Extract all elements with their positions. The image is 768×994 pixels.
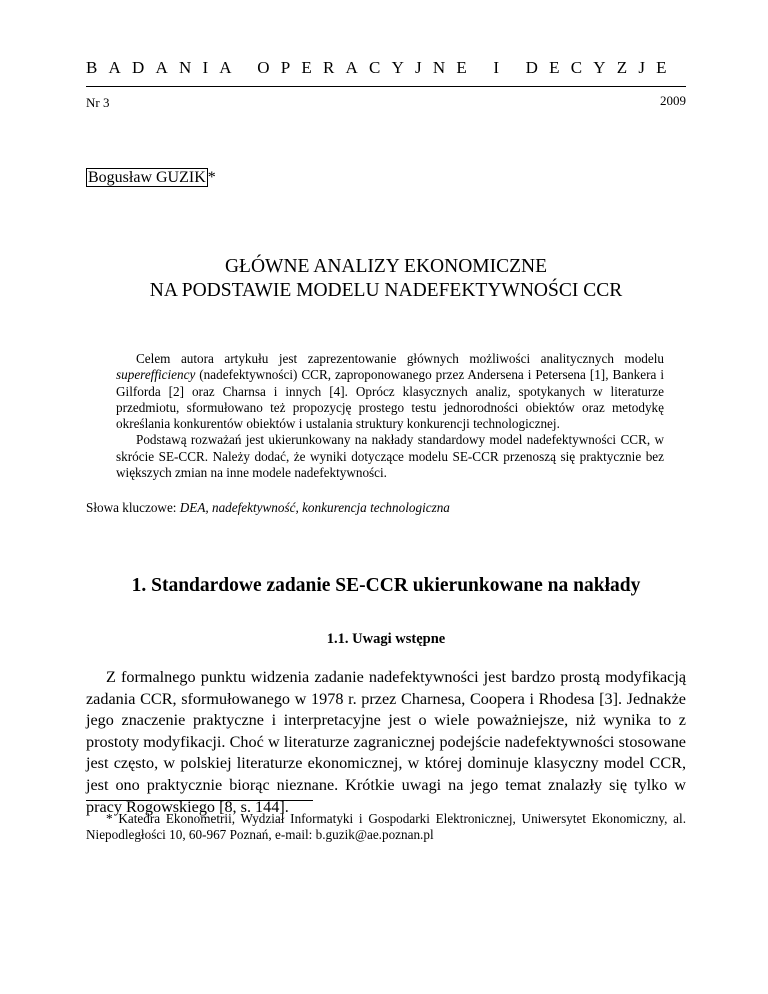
title-line-1: GŁÓWNE ANALIZY EKONOMICZNE	[224, 256, 548, 277]
header-rule	[86, 86, 686, 87]
body-paragraph: Z formalnego punktu widzenia zadanie nadefektywności jest bardzo prostą modyfikacją zadania CCR, sformułowanego w 1978 r. przez Charnesa, Coopera i Rhodesa [3]. Jednakże jego znaczenie praktyczne i interpretacyjne jest o wiele poważniejsze, niż wynika to z prostoty modyfikacji. Choć w literaturze zagranicznej podejście nadefektywności stosowane jest często, w polskiej literaturze ekonomicznej, w której dominuje klasyczny model CCR, jest ono praktycznie biorąc nieznane. Krótkie uwagi na jego temat znalazły się tylko w pracy Rogowskiego [8, s. 144].	[86, 668, 686, 816]
abstract-text: Celem autora artykułu jest zaprezentowanie głównych możliwości analitycznych modelu	[136, 351, 664, 366]
body-text	[86, 667, 686, 818]
abstract-paragraph-1	[116, 351, 664, 432]
keywords-label: Słowa kluczowe:	[86, 500, 180, 515]
publication-year: 2009	[660, 93, 686, 108]
author-footnote-mark: *	[207, 169, 216, 186]
abstract-italic-term: superefficiency	[116, 367, 196, 383]
keywords-terms: DEA, nadefektywność, konkurencja technologiczna	[179, 500, 450, 515]
section-heading: 1. Standardowe zadanie SE-CCR ukierunkowane na nakłady	[131, 575, 641, 596]
abstract-paragraph-2: Podstawą rozważań jest ukierunkowany na nakłady standardowy model nadefektywności CCR, w skrócie SE-CCR. Należy dodać, że wyniki dotyczące modelu SE-CCR przenoszą się praktycznie bez większych zmian na inne modele nadefektywności.	[116, 432, 664, 481]
article-title	[86, 255, 686, 303]
issue-number: Nr 3	[86, 95, 110, 110]
footnote-rule	[86, 800, 313, 801]
journal-name: BADANIA OPERACYJNE I DECYZJE	[86, 58, 678, 77]
footnote-text: * Katedra Ekonometrii, Wydział Informatyki i Gospodarki Elektronicznej, Uniwersytet Ekonomiczny, al. Niepodległości 10, 60-967 Poznań, e-mail: b.guzik@ae.poznan.pl	[86, 811, 686, 843]
subsection-heading: 1.1. Uwagi wstępne	[326, 631, 446, 647]
author	[86, 168, 216, 188]
author-name: Bogusław GUZIK	[88, 169, 206, 186]
abstract	[116, 351, 664, 481]
keywords	[86, 500, 450, 516]
footnote	[86, 811, 686, 844]
abstract-text: (nadefektywności) CCR, zaproponowanego przez Andersena i Petersena [1], Bankera i Gilforda [2] oraz Charnsa i innych [4]. Oprócz klasycznych analiz, spotykanych w literaturze przedmiotu, sformułowano też propozycję prostego testu jednorodności obiektów oraz metodykę określania konkurentów obiektów i ustalania struktury konkurencji technologicznej.	[116, 367, 664, 432]
title-line-2: NA PODSTAWIE MODELU NADEFEKTYWNOŚCI CCR	[149, 280, 623, 301]
